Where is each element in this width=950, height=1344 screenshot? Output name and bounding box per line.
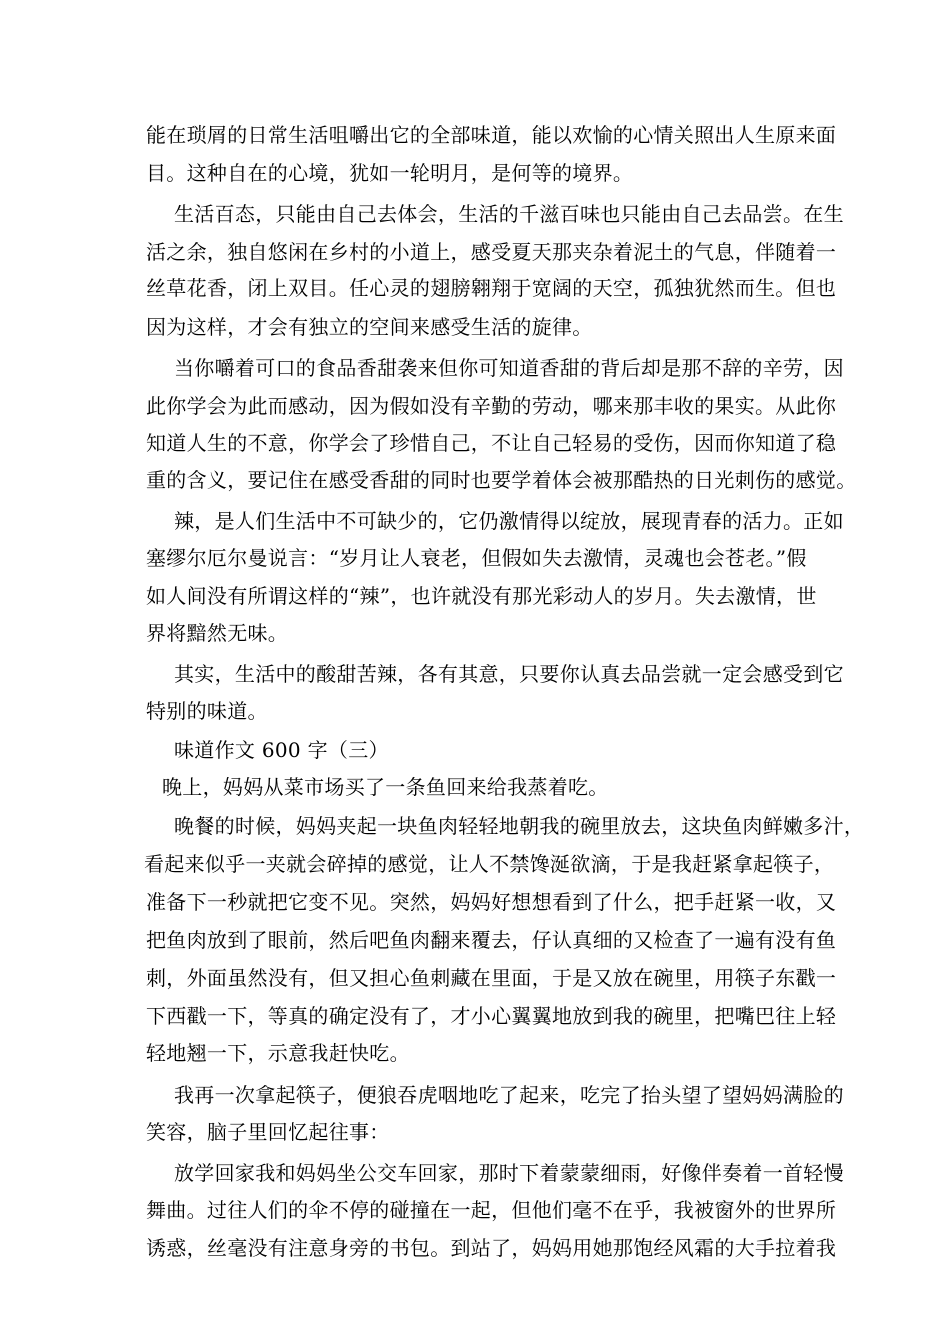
text-line: 因为这样，才会有独立的空间来感受生活的旋律。 <box>146 315 593 339</box>
text-line: 当你嚼着可口的食品香甜袭来但你可知道香甜的背后却是那不辞的辛劳，因 <box>174 356 844 380</box>
text-line: 刺，外面虽然没有，但又担心鱼刺藏在里面，于是又放在碗里，用筷子东戳一 <box>146 966 837 990</box>
text-line: 下西戳一下，等真的确定没有了，才小心翼翼地放到我的碗里，把嘴巴往上轻 <box>146 1004 837 1028</box>
text-line: 其实，生活中的酸甜苦辣，各有其意，只要你认真去品尝就一定会感受到它 <box>174 662 844 686</box>
text-line: 活之余，独自悠闲在乡村的小道上，感受夏天那夹杂着泥土的气息，伴随着一 <box>146 240 837 264</box>
text-line: 把鱼肉放到了眼前，然后吧鱼肉翻来覆去，仔认真细的又检查了一遍有没有鱼 <box>146 928 837 952</box>
text-line: 特别的味道。 <box>146 699 268 723</box>
text-line: 诱惑，丝毫没有注意身旁的书包。到站了，妈妈用她那饱经风霜的大手拉着我 <box>146 1236 837 1260</box>
text-line: 笑容，脑子里回忆起往事： <box>146 1120 390 1144</box>
text-line: 此你学会为此而感动，因为假如没有辛勤的劳动，哪来那丰收的果实。从此你 <box>146 394 837 418</box>
text-line: 放学回家我和妈妈坐公交车回家，那时下着蒙蒙细雨，好像伴奏着一首轻慢 <box>174 1161 844 1185</box>
text-line: 准备下一秒就把它变不见。突然，妈妈好想想看到了什么，把手赶紧一收，又 <box>146 890 837 914</box>
text-line: 塞缪尔厄尔曼说言：“岁月让人衰老，但假如失去激情，灵魂也会苍老。”假 <box>146 546 807 570</box>
text-line: 目。这种自在的心境，犹如一轮明月，是何等的境界。 <box>146 161 634 185</box>
text-line: 晚餐的时候，妈妈夹起一块鱼肉轻轻地朝我的碗里放去，这块鱼肉鲜嫩多汁， <box>174 814 865 838</box>
text-line: 辣，是人们生活中不可缺少的，它仍激情得以绽放，展现青春的活力。正如 <box>174 509 844 533</box>
text-line: 能在琐屑的日常生活咀嚼出它的全部味道，能以欢愉的心情关照出人生原来面 <box>146 123 837 147</box>
text-line: 生活百态，只能由自己去体会，生活的千滋百味也只能由自己去品尝。在生 <box>174 202 844 226</box>
text-line: 如人间没有所谓这样的“辣”，也许就没有那光彩动人的岁月。失去激情，世 <box>146 584 817 608</box>
text-line: 丝草花香，闭上双目。任心灵的翅膀翱翔于宽阔的天空，孤独犹然而生。但也 <box>146 276 837 300</box>
text-line: 舞曲。过往人们的伞不停的碰撞在一起，但他们毫不在乎，我被窗外的世界所 <box>146 1198 837 1222</box>
text-line: 知道人生的不意，你学会了珍惜自己，不让自己轻易的受伤，因而你知道了稳 <box>146 431 837 455</box>
text-line: 重的含义，要记住在感受香甜的同时也要学着体会被那酷热的日光刺伤的感觉。 <box>146 468 857 492</box>
text-line: 晚上，妈妈从菜市场买了一条鱼回来给我蒸着吃。 <box>162 775 609 799</box>
section-heading: 味道作文 600 字（三） <box>174 738 389 762</box>
text-line: 轻地翘一下，示意我赶快吃。 <box>146 1041 410 1065</box>
text-line: 界将黯然无味。 <box>146 621 289 645</box>
text-line: 看起来似乎一夹就会碎掉的感觉，让人不禁馋涎欲滴，于是我赶紧拿起筷子， <box>144 852 835 876</box>
text-line: 我再一次拿起筷子，便狼吞虎咽地吃了起来，吃完了抬头望了望妈妈满脸的 <box>174 1083 844 1107</box>
